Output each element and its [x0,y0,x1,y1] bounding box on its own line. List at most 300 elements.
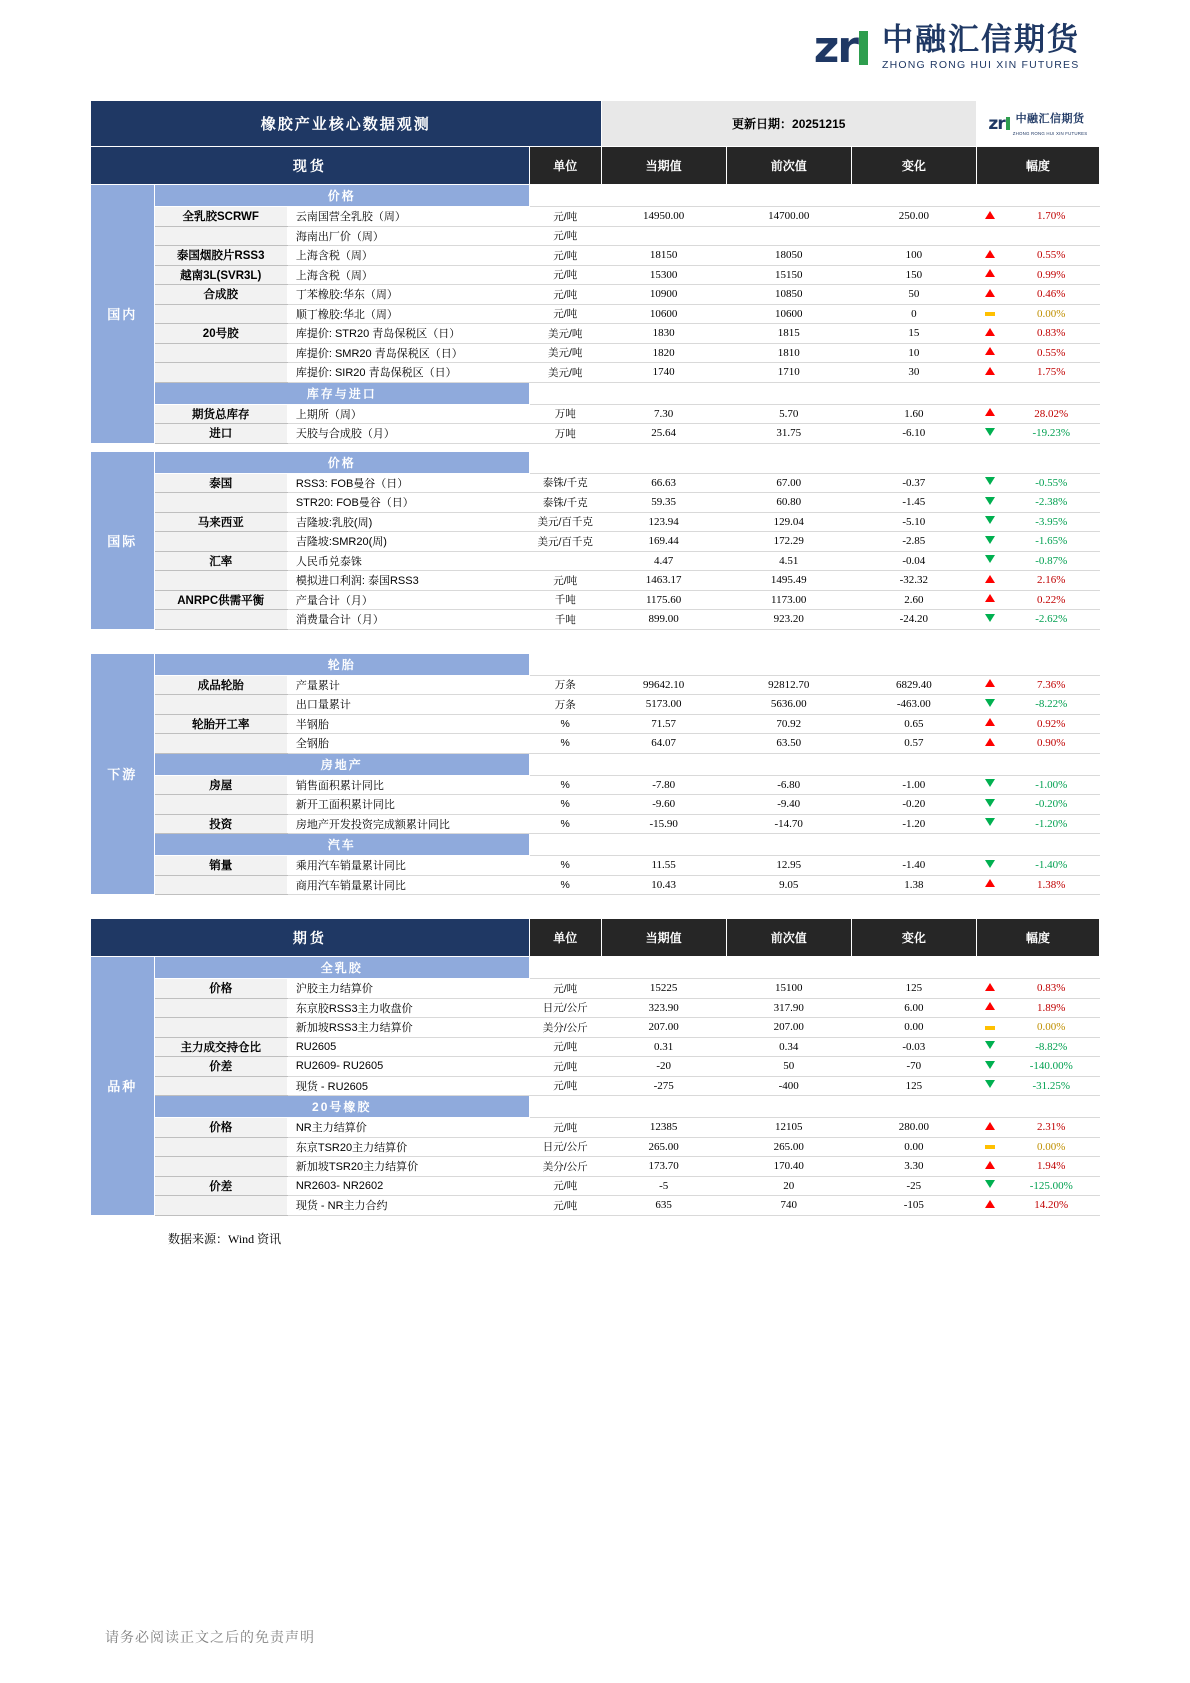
rubber-core-data-table [90,100,1100,1216]
row-item-label: 上海含税（周） [287,246,529,266]
row-unit [529,551,601,571]
page-header [0,0,1190,100]
row-amplitude: 0.46% [1003,285,1099,305]
change-arrow-down-icon [976,493,1003,513]
change-arrow-down-icon [976,1176,1003,1196]
row-amplitude: 0.55% [1003,246,1099,266]
band-spacer-chg [851,185,976,207]
row-unit: 元/吨 [529,265,601,285]
row-amplitude: 0.00% [1003,1137,1099,1157]
row-current-value: 66.63 [601,473,726,493]
band-spacer-unit [529,185,601,207]
band-spacer-arrow [976,653,1003,675]
row-change-value: 3.30 [851,1157,976,1177]
row-previous-value: 15150 [726,265,851,285]
change-arrow-down-icon [976,512,1003,532]
table-row [91,979,1100,999]
row-previous-value: 265.00 [726,1137,851,1157]
row-group-label [154,1157,287,1177]
row-group-label [154,1196,287,1216]
column-header-unit: 单位 [529,147,601,185]
spacer-row [91,629,1100,653]
band-label-price: 价格 [154,185,529,207]
row-group-label [154,734,287,754]
row-item-label: 东京TSR20主力结算价 [287,1137,529,1157]
row-change-value: 250.00 [851,207,976,227]
row-current-value [601,226,726,246]
row-previous-value: 172.29 [726,532,851,552]
row-group-label: 进口 [154,424,287,444]
table-row [91,734,1100,754]
row-previous-value: 12.95 [726,856,851,876]
table-row [91,1176,1100,1196]
row-current-value: -9.60 [601,795,726,815]
row-amplitude: 1.94% [1003,1157,1099,1177]
change-arrow-down-icon [976,775,1003,795]
row-current-value: 169.44 [601,532,726,552]
row-current-value: 265.00 [601,1137,726,1157]
table-row [91,1137,1100,1157]
row-amplitude: 1.70% [1003,207,1099,227]
band-spacer-pct [1003,753,1099,775]
band-spacer-unit [529,834,601,856]
table-row [91,675,1100,695]
change-arrow-up-icon [976,404,1003,424]
row-previous-value: 1815 [726,324,851,344]
table-row [91,875,1100,895]
change-arrow-up-icon [976,998,1003,1018]
table-row [91,226,1100,246]
row-group-label [154,1076,287,1096]
row-group-label [154,304,287,324]
table-row [91,610,1100,630]
band-spacer-cur [601,451,726,473]
band-spacer-prev [726,382,851,404]
change-flat-icon [976,1018,1003,1038]
row-change-value: 125 [851,1076,976,1096]
row-amplitude: -0.87% [1003,551,1099,571]
row-group-label: 销量 [154,856,287,876]
row-unit: 元/吨 [529,207,601,227]
table-row [91,775,1100,795]
row-current-value: 99642.10 [601,675,726,695]
table-row [91,424,1100,444]
row-item-label: 上期所（周） [287,404,529,424]
row-previous-value: 10850 [726,285,851,305]
row-amplitude: 0.83% [1003,324,1099,344]
logo-green-bar [859,31,868,65]
row-unit: % [529,714,601,734]
row-amplitude: -0.55% [1003,473,1099,493]
row-group-label [154,695,287,715]
row-previous-value: 15100 [726,979,851,999]
band-spacer-prev [726,753,851,775]
band-spacer-cur [601,753,726,775]
row-current-value: -7.80 [601,775,726,795]
row-amplitude: 28.02% [1003,404,1099,424]
row-previous-value: 317.90 [726,998,851,1018]
row-previous-value [726,226,851,246]
row-unit: 美元/百千克 [529,532,601,552]
row-current-value: 59.35 [601,493,726,513]
row-group-label [154,226,287,246]
row-unit: 元/吨 [529,1176,601,1196]
column-header-previous-futures: 前次值 [726,919,851,957]
table-row [91,590,1100,610]
row-group-label: 合成胶 [154,285,287,305]
band-label-price2: 价格 [154,451,529,473]
row-item-label: 产量合计（月） [287,590,529,610]
row-previous-value: 67.00 [726,473,851,493]
band-label-realestate: 房地产 [154,753,529,775]
band-spacer-cur [601,185,726,207]
row-item-label: 吉隆坡:乳胶(周) [287,512,529,532]
row-amplitude: 0.92% [1003,714,1099,734]
table-row [91,856,1100,876]
change-arrow-up-icon [976,571,1003,591]
band-spacer-arrow [976,451,1003,473]
band-spacer-chg [851,1096,976,1118]
row-change-value: -463.00 [851,695,976,715]
row-unit: 元/吨 [529,1076,601,1096]
row-change-value: 0.57 [851,734,976,754]
row-change-value: -0.20 [851,795,976,815]
band-label-rubber20: 20号橡胶 [154,1096,529,1118]
row-group-label: 价格 [154,1118,287,1138]
band-spacer-prev [726,834,851,856]
row-previous-value: 4.51 [726,551,851,571]
row-item-label: 房地产开发投资完成额累计同比 [287,814,529,834]
table-row [91,1157,1100,1177]
change-arrow-up-icon [976,979,1003,999]
table-row [91,304,1100,324]
row-unit: 元/吨 [529,246,601,266]
row-current-value: 11.55 [601,856,726,876]
row-change-value: 50 [851,285,976,305]
row-change-value: 6829.40 [851,675,976,695]
row-amplitude: -1.40% [1003,856,1099,876]
row-amplitude: -125.00% [1003,1176,1099,1196]
row-amplitude: 0.00% [1003,304,1099,324]
row-item-label: 商用汽车销量累计同比 [287,875,529,895]
row-item-label: 出口量累计 [287,695,529,715]
row-amplitude: -1.65% [1003,532,1099,552]
row-current-value: 0.31 [601,1037,726,1057]
row-change-value: 0 [851,304,976,324]
row-unit: 千吨 [529,590,601,610]
row-group-label: 期货总库存 [154,404,287,424]
row-current-value: 173.70 [601,1157,726,1177]
band-spacer-cur [601,1096,726,1118]
band-spacer-arrow [976,753,1003,775]
row-change-value: 150 [851,265,976,285]
row-amplitude: 14.20% [1003,1196,1099,1216]
row-previous-value: 5.70 [726,404,851,424]
band-spacer-cur [601,957,726,979]
row-group-label: 汇率 [154,551,287,571]
band-row-auto [91,834,1100,856]
change-arrow-down-icon [976,1037,1003,1057]
row-unit: 泰铢/千克 [529,473,601,493]
row-change-value: -1.20 [851,814,976,834]
table-row [91,1057,1100,1077]
row-unit: 元/吨 [529,1196,601,1216]
table-row [91,363,1100,383]
row-group-label: 投资 [154,814,287,834]
table-row [91,207,1100,227]
row-amplitude: -1.00% [1003,775,1099,795]
row-current-value: 12385 [601,1118,726,1138]
row-item-label: 上海含税（周） [287,265,529,285]
row-amplitude: -8.22% [1003,695,1099,715]
table-row [91,714,1100,734]
row-item-label: 人民币兑泰铢 [287,551,529,571]
band-spacer-prev [726,1096,851,1118]
table-row [91,695,1100,715]
row-amplitude: -8.82% [1003,1037,1099,1057]
change-arrow-down-icon [976,551,1003,571]
row-change-value: -0.03 [851,1037,976,1057]
band-row-realestate [91,753,1100,775]
table-row [91,246,1100,266]
row-previous-value: 63.50 [726,734,851,754]
row-amplitude: -2.62% [1003,610,1099,630]
row-unit: 美分/公斤 [529,1018,601,1038]
row-group-label [154,998,287,1018]
band-row-price-domestic [91,185,1100,207]
row-current-value: 10.43 [601,875,726,895]
row-item-label: 海南出厂价（周） [287,226,529,246]
row-change-value: 10 [851,343,976,363]
data-source-note: 数据来源：Wind 资讯 [168,1231,282,1246]
row-item-label: STR20: FOB曼谷（日） [287,493,529,513]
row-change-value: -0.04 [851,551,976,571]
row-unit: 美分/公斤 [529,1157,601,1177]
table-row [91,795,1100,815]
row-unit: 千吨 [529,610,601,630]
section-header-futures: 期货 [91,919,530,957]
change-arrow-up-icon [976,265,1003,285]
row-unit: 美元/吨 [529,343,601,363]
band-spacer-chg [851,653,976,675]
change-arrow-down-icon [976,814,1003,834]
row-unit: % [529,875,601,895]
table-row [91,265,1100,285]
row-group-label [154,532,287,552]
change-arrow-up-icon [976,1157,1003,1177]
row-group-label: 房屋 [154,775,287,795]
change-arrow-up-icon [976,714,1003,734]
row-group-label [154,363,287,383]
row-group-label [154,493,287,513]
row-amplitude: -19.23% [1003,424,1099,444]
change-arrow-down-icon [976,856,1003,876]
row-previous-value: 10600 [726,304,851,324]
row-group-label [154,875,287,895]
section-header-spot: 现货 [91,147,530,185]
row-unit: 元/吨 [529,304,601,324]
row-change-value: 125 [851,979,976,999]
row-current-value: 14950.00 [601,207,726,227]
row-change-value: 0.00 [851,1137,976,1157]
row-current-value: 64.07 [601,734,726,754]
band-spacer-chg [851,382,976,404]
table-row [91,532,1100,552]
row-change-value: 6.00 [851,998,976,1018]
band-spacer-prev [726,653,851,675]
column-header-amplitude: 幅度 [976,147,1099,185]
row-group-label: 价差 [154,1176,287,1196]
table-row [91,1118,1100,1138]
logo-company-name-cn: 中融汇信期货 [882,22,1080,59]
row-current-value: 25.64 [601,424,726,444]
row-amplitude: 2.16% [1003,571,1099,591]
table-row [91,285,1100,305]
band-row-inventory [91,382,1100,404]
change-arrow-up-icon [976,1196,1003,1216]
band-spacer-chg [851,957,976,979]
row-unit: 日元/公斤 [529,998,601,1018]
row-item-label: RSS3: FOB曼谷（日） [287,473,529,493]
change-arrow-up-icon [976,734,1003,754]
table-row [91,551,1100,571]
row-unit: 元/吨 [529,979,601,999]
row-change-value: -105 [851,1196,976,1216]
band-spacer-unit [529,653,601,675]
row-unit: % [529,814,601,834]
row-item-label: 半钢胎 [287,714,529,734]
row-unit: 元/吨 [529,285,601,305]
row-current-value: 123.94 [601,512,726,532]
row-group-label: 马来西亚 [154,512,287,532]
row-previous-value: 170.40 [726,1157,851,1177]
row-group-label [154,610,287,630]
row-previous-value: 0.34 [726,1037,851,1057]
table-row [91,814,1100,834]
column-header-current: 当期值 [601,147,726,185]
header-mini-logo: zr 中融汇信期货 ZHONG RONG HUI XIN FUTURES [976,101,1099,147]
change-arrow-down-icon [976,473,1003,493]
table-row [91,404,1100,424]
table-row [91,493,1100,513]
row-unit: % [529,795,601,815]
row-group-label [154,571,287,591]
band-spacer-unit [529,753,601,775]
row-amplitude: 0.83% [1003,979,1099,999]
band-spacer-pct [1003,834,1099,856]
row-item-label: 库提价: STR20 青岛保税区（日） [287,324,529,344]
row-amplitude: -140.00% [1003,1057,1099,1077]
row-change-value: -6.10 [851,424,976,444]
row-current-value: 1820 [601,343,726,363]
band-spacer-arrow [976,1096,1003,1118]
row-amplitude: 2.31% [1003,1118,1099,1138]
row-item-label: 库提价: SMR20 青岛保税区（日） [287,343,529,363]
row-change-value: -5.10 [851,512,976,532]
column-header-unit-futures: 单位 [529,919,601,957]
row-amplitude: 0.90% [1003,734,1099,754]
band-spacer-unit [529,1096,601,1118]
row-item-label: 吉隆坡:SMR20(周) [287,532,529,552]
row-group-label [154,795,287,815]
row-item-label: NR2603- NR2602 [287,1176,529,1196]
table-row [91,1037,1100,1057]
row-amplitude: 0.55% [1003,343,1099,363]
row-previous-value: 1173.00 [726,590,851,610]
column-header-previous: 前次值 [726,147,851,185]
row-unit: 元/吨 [529,226,601,246]
row-unit: 万条 [529,675,601,695]
row-change-value: 2.60 [851,590,976,610]
side-label-international: 国际 [91,451,155,629]
row-item-label: 丁苯橡胶:华东（周） [287,285,529,305]
change-arrow-down-icon [976,532,1003,552]
band-spacer-unit [529,957,601,979]
row-change-value [851,226,976,246]
row-unit: 元/吨 [529,1037,601,1057]
band-row-whole-latex [91,957,1100,979]
change-arrow-up-icon [976,675,1003,695]
change-arrow-down-icon [976,424,1003,444]
table-row [91,1196,1100,1216]
band-spacer-unit [529,451,601,473]
change-arrow-up-icon [976,246,1003,266]
row-previous-value: 129.04 [726,512,851,532]
band-row-price-international [91,451,1100,473]
title-row [91,101,1100,147]
data-sheet [90,100,1100,1247]
logo-company-name-en: ZHONG RONG HUI XIN FUTURES [882,58,1080,71]
row-current-value: 5173.00 [601,695,726,715]
row-current-value: -275 [601,1076,726,1096]
logo-mark-text: zr [813,22,857,73]
row-previous-value: 1810 [726,343,851,363]
row-amplitude: 0.22% [1003,590,1099,610]
table-row [91,512,1100,532]
row-previous-value: 92812.70 [726,675,851,695]
row-item-label: 消费量合计（月） [287,610,529,630]
column-header-current-futures: 当期值 [601,919,726,957]
row-item-label: 现货 - NR主力合约 [287,1196,529,1216]
row-group-label [154,1137,287,1157]
row-amplitude: 0.00% [1003,1018,1099,1038]
change-arrow-down-icon [976,610,1003,630]
row-previous-value: 12105 [726,1118,851,1138]
row-change-value: -1.45 [851,493,976,513]
row-change-value: 1.38 [851,875,976,895]
row-previous-value: -9.40 [726,795,851,815]
row-group-label: 轮胎开工率 [154,714,287,734]
table-row [91,998,1100,1018]
row-change-value: 100 [851,246,976,266]
row-change-value: -1.00 [851,775,976,795]
table-row [91,473,1100,493]
row-previous-value: 20 [726,1176,851,1196]
row-amplitude [1003,226,1099,246]
row-item-label: 天胶与合成胶（月） [287,424,529,444]
change-arrow-up-icon [976,1118,1003,1138]
row-current-value: -5 [601,1176,726,1196]
table-row [91,1018,1100,1038]
row-group-label: 价格 [154,979,287,999]
row-current-value: 4.47 [601,551,726,571]
row-unit: 万吨 [529,424,601,444]
row-previous-value: 1710 [726,363,851,383]
update-date: 更新日期：20251215 [601,101,976,147]
row-change-value: -25 [851,1176,976,1196]
spacer-row [91,895,1100,919]
band-label-inventory-import: 库存与进口 [154,382,529,404]
